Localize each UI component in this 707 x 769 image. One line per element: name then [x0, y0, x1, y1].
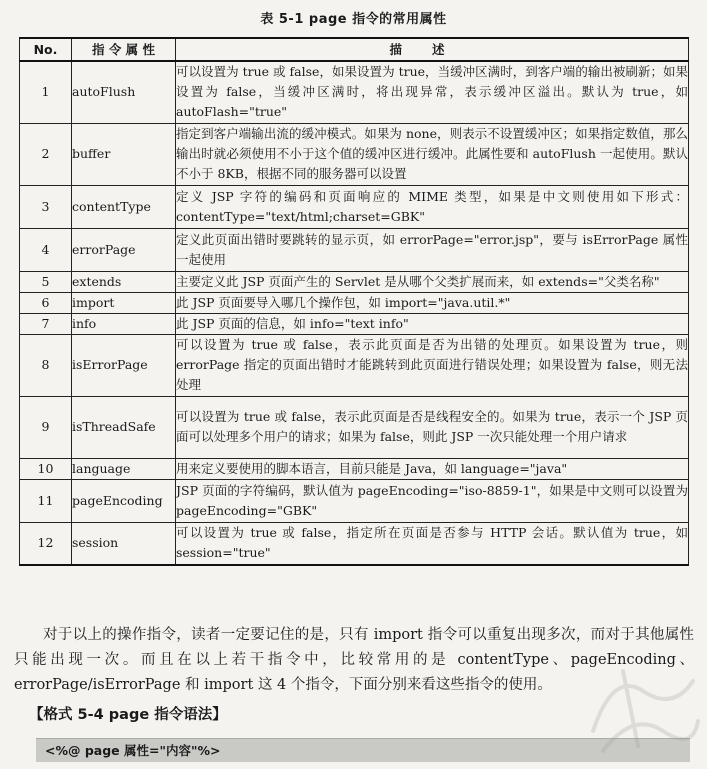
attribute-table: [19, 37, 689, 566]
body-paragraph: 对于以上的操作指令，读者一定要记住的是，只有 import 指令可以重复出现多次，而对于其他属性只能出现一次。而且在以上若干指令中，比较常用的是 contentType、pageEncoding、errorPage/isErrorPage 和 import 这 4 个指令，下面分别来看这些指令的使用。: [14, 627, 694, 693]
row-name: pageEncoding: [72, 479, 176, 522]
table-row: [20, 61, 689, 123]
row-no: 9: [20, 396, 72, 458]
table-row: [20, 396, 689, 458]
row-name: isErrorPage: [72, 334, 176, 396]
table-row: [20, 123, 689, 185]
row-name: autoFlush: [72, 61, 176, 123]
table-row: [20, 313, 689, 334]
row-no: 4: [20, 228, 72, 271]
table-row: [20, 271, 689, 292]
table-row: [20, 522, 689, 565]
row-name: language: [72, 458, 176, 479]
row-name: import: [72, 292, 176, 313]
row-name: errorPage: [72, 228, 176, 271]
header-no: No.: [20, 38, 72, 61]
row-desc: 主要定义此 JSP 页面产生的 Servlet 是从哪个父类扩展而来，如 extends="父类名称": [176, 271, 689, 292]
row-name: buffer: [72, 123, 176, 185]
code-line: <%@ page 属性="内容"%>: [36, 738, 690, 762]
table-row: [20, 228, 689, 271]
row-desc: 可以设置为 true 或 false，表示此页面是否是线程安全的。如果为 true，表示一个 JSP 页面可以处理多个用户的请求；如果为 false，则此 JSP 一次只能处理一个用户请求: [176, 396, 689, 458]
table-row: [20, 334, 689, 396]
row-no: 2: [20, 123, 72, 185]
row-desc: 可以设置为 true 或 false，表示此页面是否为出错的处理页。如果设置为 true，则 errorPage 指定的页面出错时才能跳转到此页面进行错误处理；如果设置为 false，则无法处理: [176, 334, 689, 396]
row-no: 8: [20, 334, 72, 396]
table-row: [20, 479, 689, 522]
row-no: 7: [20, 313, 72, 334]
row-desc: 指定到客户端输出流的缓冲模式。如果为 none，则表示不设置缓冲区；如果指定数值，那么输出时就必须使用不小于这个值的缓冲区进行缓冲。此属性要和 autoFlush 一起使用。默认不小于 8KB，根据不同的服务器可以设置: [176, 123, 689, 185]
row-desc: 可以设置为 true 或 false，如果设置为 true，当缓冲区满时，到客户端的输出被刷新；如果设置为 false，当缓冲区满时，将出现异常，表示缓冲区溢出。默认为 true，如 autoFlash="true": [176, 61, 689, 123]
watermark-stamp: [583, 651, 703, 761]
row-name: extends: [72, 271, 176, 292]
table-row: [20, 458, 689, 479]
row-desc: 可以设置为 true 或 false，指定所在页面是否参与 HTTP 会话。默认值为 true，如 session="true": [176, 522, 689, 565]
format-heading: 【格式 5-4 page 指令语法】: [29, 707, 227, 723]
row-no: 3: [20, 185, 72, 228]
row-no: 6: [20, 292, 72, 313]
row-name: contentType: [72, 185, 176, 228]
row-desc: JSP 页面的字符编码，默认值为 pageEncoding="iso-8859-1"，如果是中文则可以设置为 pageEncoding="GBK": [176, 479, 689, 522]
row-desc: 用来定义要使用的脚本语言，目前只能是 Java，如 language="java": [176, 458, 689, 479]
header-name: 指 令 属 性: [72, 38, 176, 61]
row-desc: 定义此页面出错时要跳转的显示页，如 errorPage="error.jsp"，要与 isErrorPage 属性一起使用: [176, 228, 689, 271]
row-desc: 定义 JSP 字符的编码和页面响应的 MIME 类型，如果是中文则使用如下形式：contentType="text/html;charset=GBK": [176, 185, 689, 228]
row-desc: 此 JSP 页面要导入哪几个操作包，如 import="java.util.*": [176, 292, 689, 313]
row-name: isThreadSafe: [72, 396, 176, 458]
table-caption: 表 5-1 page 指令的常用属性: [260, 12, 447, 27]
row-no: 10: [20, 458, 72, 479]
table-header-row: [20, 38, 689, 61]
row-name: session: [72, 522, 176, 565]
row-no: 11: [20, 479, 72, 522]
table-row: [20, 292, 689, 313]
row-no: 5: [20, 271, 72, 292]
row-no: 1: [20, 61, 72, 123]
row-no: 12: [20, 522, 72, 565]
row-desc: 此 JSP 页面的信息，如 info="text info": [176, 313, 689, 334]
row-name: info: [72, 313, 176, 334]
header-desc: 描述: [176, 38, 689, 61]
table-row: [20, 185, 689, 228]
